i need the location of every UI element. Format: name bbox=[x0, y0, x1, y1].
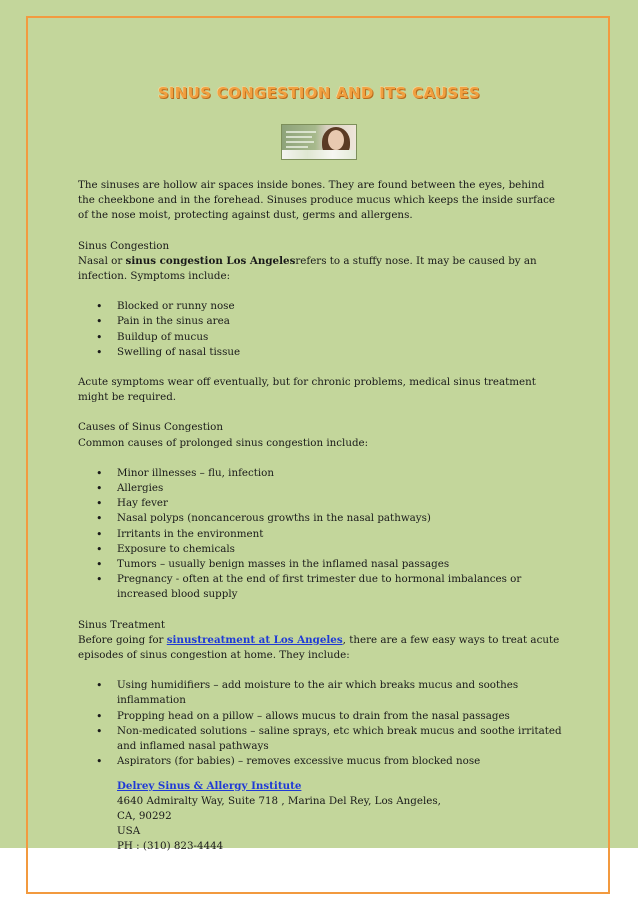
list-item: • Blocked or runny nose bbox=[93, 299, 564, 314]
treatment-text-before: Before going for bbox=[78, 633, 167, 646]
congestion-section bbox=[78, 239, 564, 285]
treatment-heading: Sinus Treatment bbox=[78, 618, 165, 631]
acute-note: Acute symptoms wear off eventually, but for chronic problems, medical sinus treatment might be required. bbox=[78, 376, 536, 404]
congestion-heading: Sinus Congestion bbox=[78, 239, 170, 252]
article-body bbox=[78, 178, 564, 855]
list-item: • Pain in the sinus area bbox=[93, 314, 564, 329]
list-item: • Propping head on a pillow – allows mucus to drain from the nasal passages bbox=[93, 709, 564, 724]
list-item: • Tumors – usually benign masses in the inflamed nasal passages bbox=[93, 557, 564, 572]
list-item: • Exposure to chemicals bbox=[93, 542, 564, 557]
list-item: • Swelling of nasal tissue bbox=[93, 345, 564, 360]
list-item: • Using humidifiers – add moisture to the air which breaks mucus and soothes inflammation bbox=[93, 678, 564, 708]
list-item: • Hay fever bbox=[93, 496, 564, 511]
woman-portrait-image bbox=[281, 124, 357, 160]
list-item: • Allergies bbox=[93, 481, 564, 496]
page-title: SINUS CONGESTION AND ITS CAUSES bbox=[157, 84, 481, 102]
list-item: • Pregnancy - often at the end of first trimester due to hormonal imbalances or increased blood supply bbox=[93, 572, 564, 602]
contact-block bbox=[78, 779, 564, 855]
causes-heading: Causes of Sinus Congestion bbox=[78, 421, 223, 434]
causes-intro: Common causes of prolonged sinus congestion include: bbox=[78, 436, 369, 449]
sinus-treatment-link[interactable]: sinustreatment at Los Angeles bbox=[166, 633, 343, 646]
list-item: • Minor illnesses – flu, infection bbox=[93, 466, 564, 481]
list-item: • Non-medicated solutions – saline sprays, etc which break mucus and soothe irritated and inflamed nasal pathways bbox=[93, 724, 564, 754]
intro-paragraph: The sinuses are hollow air spaces inside bones. They are found between the eyes, behind the cheekbone and in the forehead. Sinuses produce mucus which keeps the inside surface of the nose moist, protecting against dust, germs and allergens. bbox=[78, 179, 555, 222]
congestion-text-after: refers to a stuffy nose. It may be caused by an infection. Symptoms include: bbox=[78, 254, 537, 283]
treatment-text-after: , there are a few easy ways to treat acute episodes of sinus congestion at home. They include: bbox=[78, 633, 560, 662]
list-item: • Irritants in the environment bbox=[93, 527, 564, 542]
list-item: • Nasal polyps (noncancerous growths in the nasal pathways) bbox=[93, 511, 564, 526]
symptoms-list bbox=[78, 299, 564, 360]
causes-section bbox=[78, 420, 564, 450]
treatment-section bbox=[78, 618, 564, 664]
address-line-2: CA, 90292 bbox=[117, 809, 172, 822]
congestion-text-before: Nasal or bbox=[78, 254, 126, 267]
list-item: • Aspirators (for babies) – removes excessive mucus from blocked nose bbox=[93, 754, 564, 769]
address-country: USA bbox=[117, 825, 141, 838]
address-line-1: 4640 Admiralty Way, Suite 718 , Marina Del Rey, Los Angeles, bbox=[117, 794, 441, 807]
list-item: • Buildup of mucus bbox=[93, 330, 564, 345]
congestion-bold-term: sinus congestion Los Angeles bbox=[125, 254, 296, 267]
causes-list bbox=[78, 466, 564, 603]
phone-number: PH : (310) 823-4444 bbox=[117, 840, 224, 853]
treatment-list bbox=[78, 678, 564, 769]
institute-link[interactable]: Delrey Sinus & Allergy Institute bbox=[117, 779, 302, 792]
